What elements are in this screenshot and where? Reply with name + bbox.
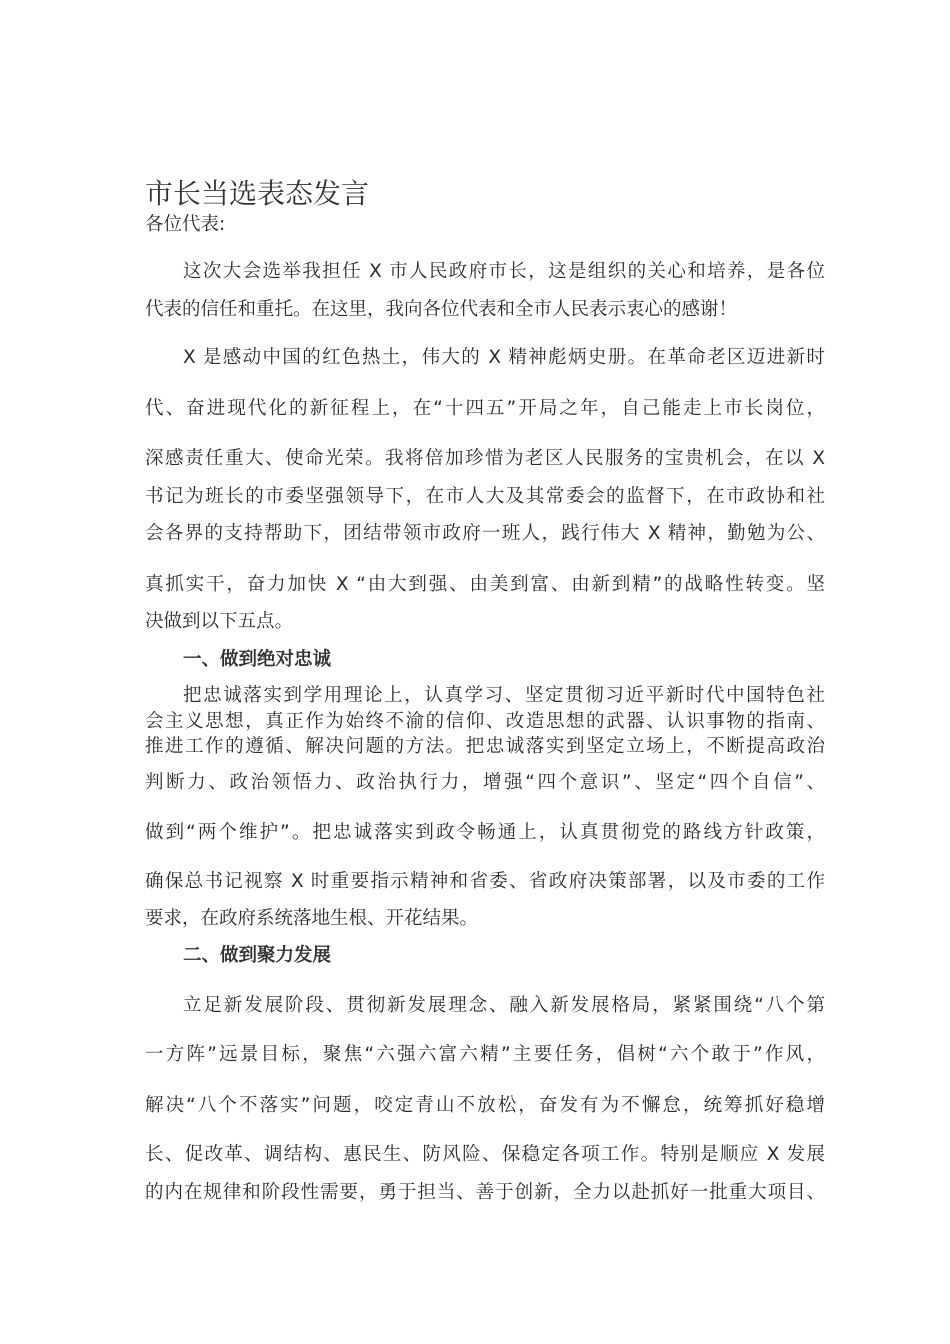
paragraph-line: 推进工作的遵循、解决问题的方法。把忠诚落实到坚定立场上，不断提高政治 xyxy=(145,736,825,757)
paragraph-line: 判断力、政治领悟力、政治执行力，增强“四个意识”、坚定“四个自信”、 xyxy=(145,772,825,793)
paragraph-line: 会主义思想，真正作为始终不渝的信仰、改造思想的武器、认识事物的指南、 xyxy=(145,711,825,732)
paragraph-line: 确保总书记视察 X 时重要指示精神和省委、省政府决策部署，以及市委的工作 xyxy=(145,871,825,892)
paragraph-line: 深感责任重大、使命光荣。我将倍加珍惜为老区人民服务的宝贵机会，在以 X xyxy=(145,448,825,469)
paragraph-line: 把忠诚落实到学用理论上，认真学习、坚定贯彻习近平新时代中国特色社 xyxy=(183,685,825,706)
paragraph-line: 一方阵”远景目标，聚焦“六强六富六精”主要任务，倡树“六个敢于”作风， xyxy=(145,1044,825,1065)
paragraph-line: 真抓实干，奋力加快 X “由大到强、由美到富、由新到精”的战略性转变。坚 xyxy=(145,574,825,595)
section-heading-2: 二、做到聚力发展 xyxy=(183,945,332,966)
paragraph-line: 代、奋进现代化的新征程上，在“十四五”开局之年，自己能走上市长岗位， xyxy=(145,398,825,419)
section-heading-1: 一、做到绝对忠诚 xyxy=(183,649,332,670)
paragraph-line: 解决“八个不落实”问题，咬定青山不放松，奋发有为不懈怠，统筹抓好稳增 xyxy=(145,1095,825,1116)
salutation: 各位代表: xyxy=(145,214,226,235)
paragraph-line: 做到“两个维护”。把忠诚落实到政令畅通上，认真贯彻党的路线方针政策， xyxy=(145,822,825,843)
paragraph-line: 这次大会选举我担任 X 市人民政府市长，这是组织的关心和培养，是各位 xyxy=(183,261,825,282)
paragraph-line: 要求，在政府系统落地生根、开花结果。 xyxy=(145,908,479,929)
paragraph-line: 会各界的支持帮助下，团结带领市政府一班人，践行伟大 X 精神，勤勉为公、 xyxy=(145,523,825,544)
paragraph-line: 决做到以下五点。 xyxy=(145,611,294,632)
paragraph-line: 长、促改革、调结构、惠民生、防风险、保稳定各项工作。特别是顺应 X 发展 xyxy=(145,1144,825,1165)
paragraph-line: 代表的信任和重托。在这里，我向各位代表和全市人民表示衷心的感谢！ xyxy=(145,299,738,320)
paragraph-line: X 是感动中国的红色热土，伟大的 X 精神彪炳史册。在革命老区迈进新时 xyxy=(183,347,825,368)
paragraph-line: 书记为班长的市委坚强领导下，在市人大及其常委会的监督下，在市政协和社 xyxy=(145,486,825,507)
document-title: 市长当选表态发言 xyxy=(145,176,370,210)
paragraph-line: 的内在规律和阶段性需要，勇于担当、善于创新，全力以赴抓好一批重大项目、 xyxy=(145,1182,825,1203)
paragraph-line: 立足新发展阶段、贯彻新发展理念、融入新发展格局，紧紧围绕“八个第 xyxy=(183,995,825,1016)
